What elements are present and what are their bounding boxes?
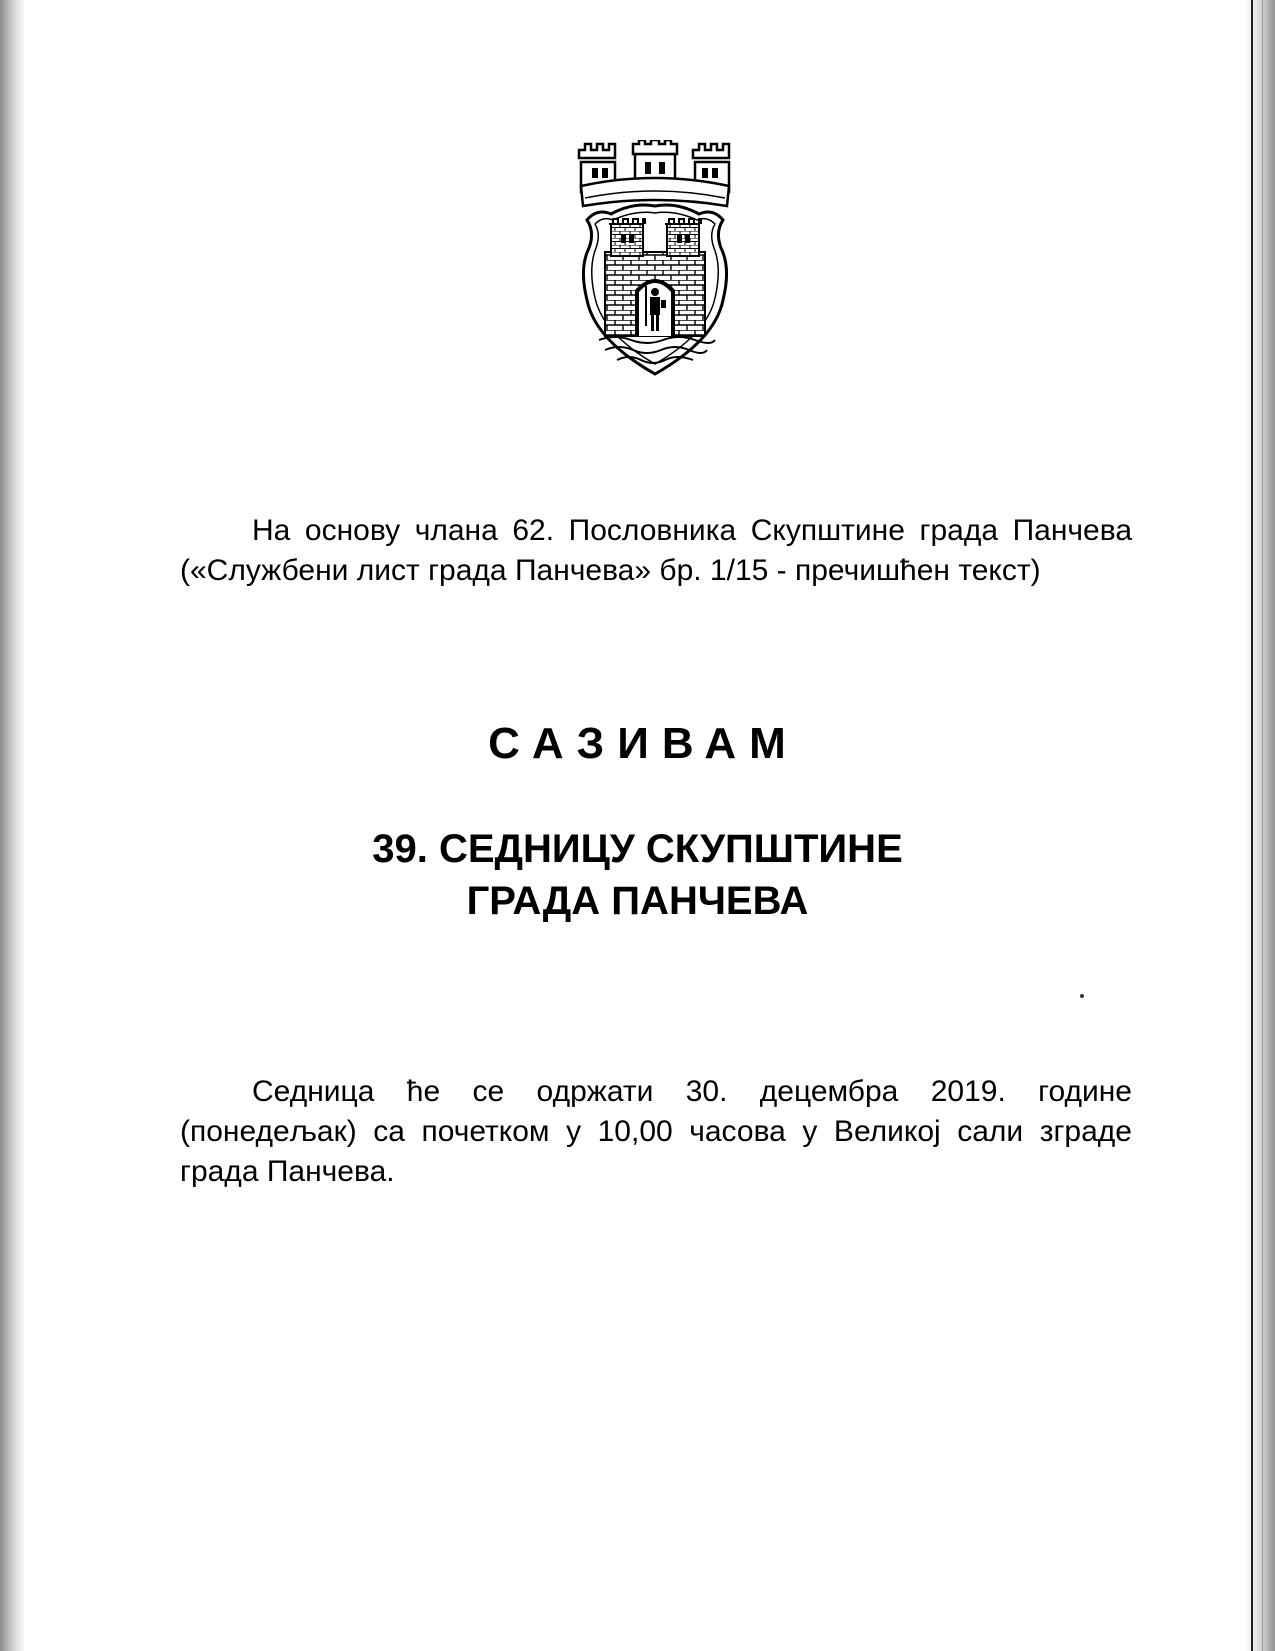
session-heading-line-1: 39. СЕДНИЦУ СКУПШТИНЕ [372,827,903,871]
session-details-paragraph: Седница ће се одржати 30. децембра 2019. године (понедељак) са почетком у 10,00 часова у Великој сали зграде града Панчева. [180,1075,1132,1188]
pancevo-coat-of-arms-icon [575,140,735,392]
legal-basis-paragraph: На основу члана 62. Пословника Скупштине града Панчева («Службени лист града Панчева» бр. 1/15 - пречишћен текст) [180,514,1132,587]
session-heading [0,823,1275,927]
session-heading-line-2: ГРАДА ПАНЧЕВА [466,879,809,923]
summon-heading: САЗИВАМ [488,719,799,768]
scan-speck [1080,994,1084,998]
